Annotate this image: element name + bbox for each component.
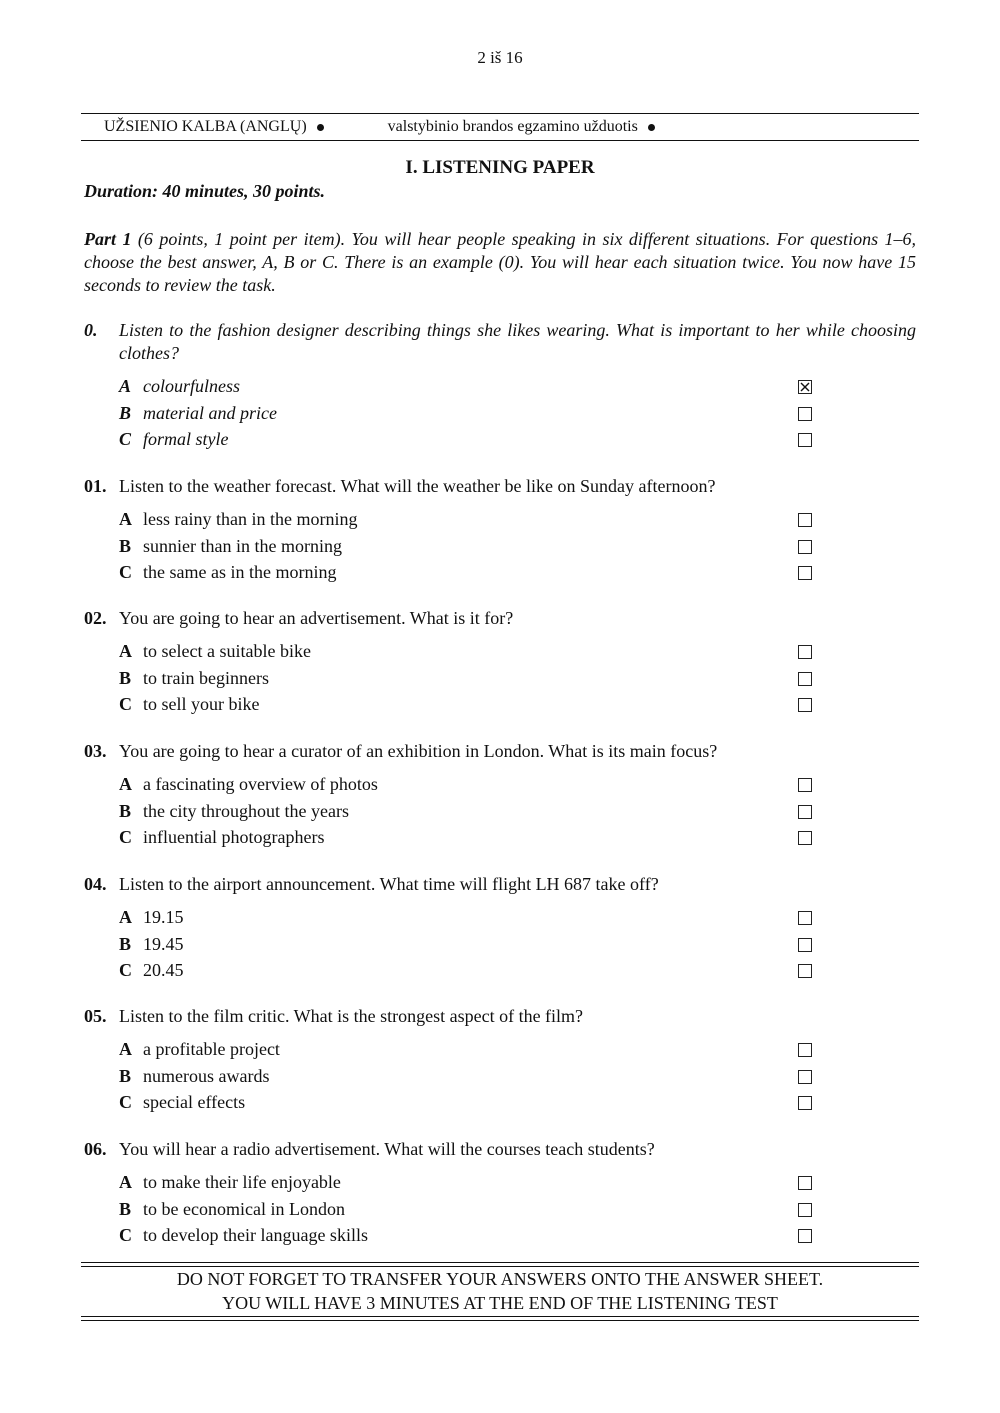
header-rule-bottom	[81, 140, 919, 141]
answer-checkbox[interactable]	[798, 698, 812, 712]
duration-text: Duration: 40 minutes, 30 points.	[84, 181, 326, 201]
option-text: 19.15	[143, 907, 184, 927]
option-text: influential photographers	[143, 827, 325, 847]
option-letter: A	[119, 376, 132, 396]
option-c	[119, 428, 229, 451]
footer-line-2: YOU WILL HAVE 3 MINUTES AT THE END OF THE LISTENING TEST	[222, 1293, 778, 1313]
option-text: to develop their language skills	[143, 1225, 368, 1245]
option-letter: B	[119, 667, 132, 688]
answer-checkbox[interactable]	[798, 672, 812, 686]
option-b	[119, 402, 277, 425]
option-text: numerous awards	[143, 1065, 270, 1086]
option-letter: A	[119, 907, 132, 927]
answer-checkbox[interactable]	[798, 1229, 812, 1243]
option-text: special effects	[143, 1092, 246, 1112]
option-letter: A	[119, 774, 132, 794]
checkmark-x-icon	[799, 381, 811, 393]
option-b	[119, 933, 184, 956]
question-number: 06.	[84, 1139, 107, 1159]
answer-checkbox[interactable]	[798, 1203, 812, 1217]
question-4	[84, 873, 916, 896]
answer-checkbox[interactable]	[798, 1070, 812, 1084]
option-c	[119, 826, 324, 849]
question-number: 03.	[84, 741, 107, 761]
option-c	[119, 1224, 368, 1247]
option-letter: A	[119, 509, 132, 529]
answer-checkbox[interactable]	[798, 938, 812, 952]
option-text: sunnier than in the morning	[143, 535, 342, 556]
option-letter: B	[119, 800, 132, 821]
question-number: 02.	[84, 608, 107, 628]
question-3	[84, 740, 916, 763]
answer-checkbox[interactable]	[798, 566, 812, 580]
footer-rule-bottom	[81, 1316, 919, 1317]
question-text: Listen to the fashion designer describing things she likes wearing. What is important to her while choosing clothes?	[119, 320, 916, 363]
bullet-icon	[648, 124, 655, 131]
part-instructions-text: (6 points, 1 point per item). You will hear people speaking in six different situations. For questions 1–6, choose the best answer, A, B or C. There is an example (0). You will hear each situation twice. You now have 15 seconds to review the task.	[84, 229, 917, 295]
option-text: to make their life enjoyable	[143, 1172, 341, 1192]
answer-checkbox[interactable]	[798, 964, 812, 978]
answer-checkbox[interactable]	[798, 540, 812, 554]
option-c	[119, 561, 336, 584]
option-a	[119, 375, 240, 398]
option-letter: C	[119, 694, 132, 714]
option-b	[119, 800, 349, 823]
option-text: a fascinating overview of photos	[143, 774, 378, 794]
option-b	[119, 667, 269, 690]
option-letter: B	[119, 535, 132, 556]
section-title: I. LISTENING PAPER	[405, 157, 595, 178]
answer-checkbox[interactable]	[798, 831, 812, 845]
header-rule-top	[81, 113, 919, 114]
question-2	[84, 607, 916, 630]
option-letter: C	[119, 562, 132, 582]
option-letter: A	[119, 1172, 132, 1192]
option-text: to be economical in London	[143, 1198, 345, 1219]
answer-checkbox[interactable]	[798, 407, 812, 421]
option-a	[119, 1171, 341, 1194]
option-b	[119, 1198, 345, 1221]
question-number: 05.	[84, 1006, 107, 1026]
option-c	[119, 959, 184, 982]
option-letter: B	[119, 402, 132, 423]
question-text: You will hear a radio advertisement. What will the courses teach students?	[119, 1139, 655, 1159]
option-c	[119, 693, 259, 716]
question-text: Listen to the airport announcement. What time will flight LH 687 take off?	[119, 874, 659, 894]
answer-checkbox[interactable]	[798, 911, 812, 925]
question-number: 0.	[84, 320, 98, 340]
answer-checkbox[interactable]	[798, 1176, 812, 1190]
part-instructions	[84, 228, 916, 297]
option-letter: B	[119, 1065, 132, 1086]
option-a	[119, 640, 311, 663]
option-b	[119, 535, 342, 558]
exam-header	[104, 118, 661, 136]
option-letter: C	[119, 827, 132, 847]
option-letter: C	[119, 1092, 132, 1112]
question-number: 04.	[84, 874, 107, 894]
option-text: colourfulness	[143, 376, 240, 396]
question-0	[84, 319, 916, 365]
option-a	[119, 906, 184, 929]
option-a	[119, 508, 357, 531]
answer-checkbox[interactable]	[798, 513, 812, 527]
option-letter: B	[119, 933, 132, 954]
question-number: 01.	[84, 476, 107, 496]
exam-type-label: valstybinio brandos egzamino užduotis	[387, 118, 638, 135]
option-b	[119, 1065, 269, 1088]
option-letter: A	[119, 641, 132, 661]
option-letter: C	[119, 960, 132, 980]
footer-rule-top	[81, 1262, 919, 1263]
question-1	[84, 475, 916, 498]
option-text: to train beginners	[143, 667, 269, 688]
question-text: You are going to hear an advertisement. What is it for?	[119, 608, 514, 628]
answer-checkbox[interactable]	[798, 805, 812, 819]
option-text: the same as in the morning	[143, 562, 337, 582]
option-a	[119, 1038, 280, 1061]
option-text: 20.45	[143, 960, 184, 980]
option-text: to sell your bike	[143, 694, 260, 714]
question-text: You are going to hear a curator of an exhibition in London. What is its main focus?	[119, 741, 718, 761]
footer-rule-bottom-2	[81, 1320, 919, 1321]
option-text: material and price	[143, 402, 277, 423]
answer-checkbox[interactable]	[798, 778, 812, 792]
option-letter: B	[119, 1198, 132, 1219]
option-text: less rainy than in the morning	[143, 509, 358, 529]
footer-line-1: DO NOT FORGET TO TRANSFER YOUR ANSWERS ONTO THE ANSWER SHEET.	[176, 1269, 824, 1289]
answer-checkbox[interactable]	[798, 1096, 812, 1110]
option-text: to select a suitable bike	[143, 641, 311, 661]
option-letter: C	[119, 1225, 132, 1245]
option-text: 19.45	[143, 933, 184, 954]
answer-checkbox[interactable]	[798, 1043, 812, 1057]
question-5	[84, 1005, 916, 1028]
question-text: Listen to the film critic. What is the strongest aspect of the film?	[119, 1006, 584, 1026]
question-6	[84, 1138, 916, 1161]
option-a	[119, 773, 378, 796]
option-text: a profitable project	[143, 1039, 280, 1059]
option-text: formal style	[143, 429, 229, 449]
answer-checkbox[interactable]	[798, 433, 812, 447]
option-c	[119, 1091, 245, 1114]
question-text: Listen to the weather forecast. What will the weather be like on Sunday afternoon?	[119, 476, 716, 496]
answer-checkbox[interactable]	[798, 380, 812, 394]
page-number: 2 iš 16	[477, 48, 523, 67]
option-letter: C	[119, 429, 132, 449]
part-label: Part 1	[84, 229, 132, 249]
subject-label: UŽSIENIO KALBA (ANGLŲ)	[104, 118, 307, 135]
bullet-icon	[317, 124, 324, 131]
option-letter: A	[119, 1039, 132, 1059]
option-text: the city throughout the years	[143, 800, 349, 821]
answer-checkbox[interactable]	[798, 645, 812, 659]
